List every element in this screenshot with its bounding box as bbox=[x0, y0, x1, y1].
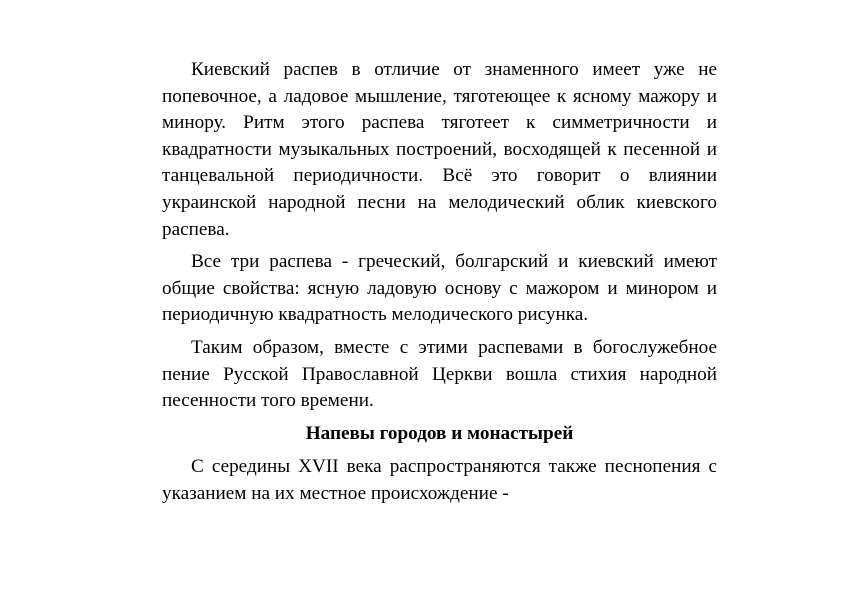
paragraph-conclusion: Таким образом, вместе с этими распевами в богослужебное пение Русской Православной Церкви вошла стихия народной песенности того времени. bbox=[162, 336, 717, 412]
paragraph-seventeenth-century: С середины XVII века распространяются также песнопения с указанием на их местное происхождение - bbox=[162, 456, 717, 504]
paragraph-three-chants: Все три распева - греческий, болгарский и киевский имеют общие свойства: ясную ладовую основу с мажором и минором и периодичную квадратность мелодического рисунка. bbox=[162, 251, 717, 326]
section-heading: Напевы городов и монастырей bbox=[305, 422, 574, 444]
paragraph-kiev-chant: Киевский распев в отличие от знаменного имеет уже не попевочное, а ладовое мышление, тяготеющее к ясному мажору и минору. Ритм этого распева тяготеет к симметричности и квадратности музыкальных построений, восходящей к песенной и танцевальной периодичности. Всё это говорит о влиянии украинской народной песни на мелодический облик киевского распева. bbox=[162, 59, 717, 240]
text-column bbox=[162, 57, 717, 514]
